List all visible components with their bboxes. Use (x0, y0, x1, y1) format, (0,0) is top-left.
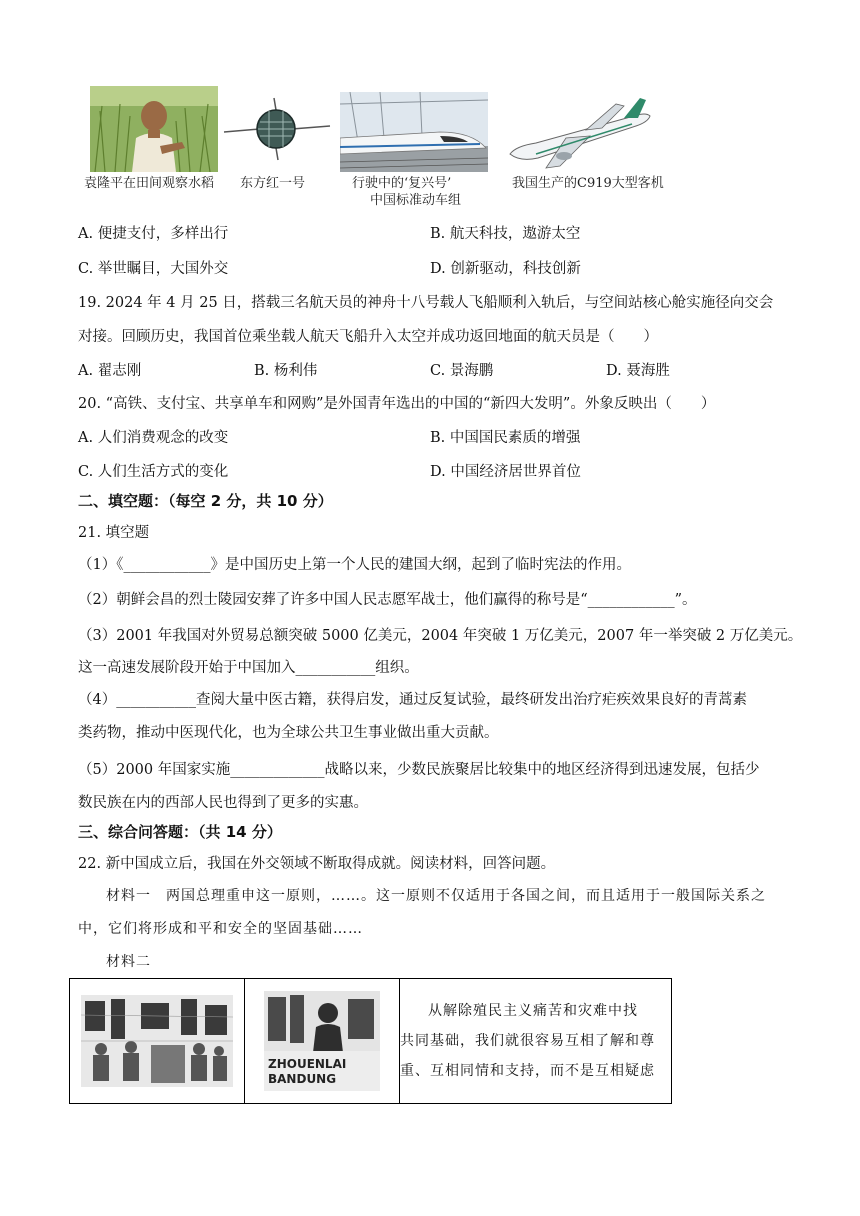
train-caption-2: 中国标准动车组 (370, 193, 462, 208)
q21-blank-3-line1: （3）2001 年我国对外贸易总额突破 5000 亿美元，2004 年突破 1 万亿美元，2007 年一举突破 2 万亿美元。 (78, 628, 803, 644)
q18-option-d[interactable]: D. 创新驱动，科技创新 (430, 261, 581, 277)
c919-plane-image (506, 96, 654, 170)
q19-option-a[interactable]: A. 翟志刚 (78, 363, 142, 379)
q19-option-b[interactable]: B. 杨利伟 (254, 363, 318, 379)
q21-blank-5-line2: 数民族在内的西部人民也得到了更多的实惠。 (78, 795, 368, 811)
zhouenlai-text: ZHOUENLAI (268, 1057, 347, 1071)
bandung-text: BANDUNG (268, 1072, 337, 1086)
conference-photo-cell (70, 979, 245, 1104)
q21-blank-2: （2）朝鲜会昌的烈士陵园安葬了许多中国人民志愿军战士，他们赢得的称号是“____________”。 (78, 592, 697, 608)
q21-blank-4-line2: 类药物，推动中医现代化，也为全球公共卫生事业做出重大贡献。 (78, 725, 499, 741)
material2-quote-cell (400, 979, 672, 1104)
bandung-photo-cell (245, 979, 400, 1104)
q20-option-a[interactable]: A. 人们消费观念的改变 (78, 430, 229, 446)
fuxing-train-photo (340, 92, 488, 172)
q18-option-c[interactable]: C. 举世瞩目，大国外交 (78, 261, 229, 277)
section2-heading: 二、填空题：（每空 2 分，共 10 分） (78, 492, 333, 510)
material2-label: 材料二 (106, 954, 151, 970)
plane-caption: 我国生产的C919大型客机 (512, 176, 664, 191)
q18-option-b[interactable]: B. 航天科技，遨游太空 (430, 226, 581, 242)
q20-stem: 20. “高铁、支付宝、共享单车和网购”是外国青年选出的中国的“新四大发明”。外象反映出（ ） (78, 396, 716, 412)
q22-stem: 22. 新中国成立后，我国在外交领域不断取得成就。阅读材料，回答问题。 (78, 856, 556, 872)
yuan-caption: 袁隆平在田间观察水稻 (84, 176, 215, 191)
yuan-longping-photo (90, 86, 218, 172)
q20-option-d[interactable]: D. 中国经济居世界首位 (430, 464, 581, 480)
zhou-enlai-bandung-photo (264, 991, 380, 1091)
material2-table (69, 978, 672, 1104)
q21-blank-5-line1: （5）2000 年国家实施_____________战略以来，少数民族聚居比较集中的地区经济得到迅速发展，包括少 (78, 762, 760, 778)
q21-title: 21. 填空题 (78, 525, 150, 541)
satellite-caption: 东方红一号 (240, 176, 306, 191)
q20-option-b[interactable]: B. 中国国民素质的增强 (430, 430, 581, 446)
q21-blank-4-line1: （4）___________查阅大量中医古籍，获得启发，通过反复试验，最终研发出治疗疟疾效果良好的青蒿素 (78, 692, 747, 708)
train-caption-1: 行驶中的‘复兴号’ (352, 176, 452, 191)
q19-stem-line2: 对接。回顾历史，我国首位乘坐载人航天飞船升入太空并成功返回地面的航天员是（ ） (78, 329, 658, 345)
q19-option-c[interactable]: C. 景海鹏 (430, 363, 494, 379)
q19-option-d[interactable]: D. 聂海胜 (606, 363, 670, 379)
material1-line2: 中，它们将形成和平和安全的坚固基础…… (78, 921, 363, 937)
material1-line1: 材料一 两国总理重申这一原则，……。这一原则不仅适用于各国之间，而且适用于一般国际关系之 (106, 888, 766, 904)
quote-line-3: 重、互相同情和支持，而不是互相疑虑 (400, 1063, 655, 1079)
q20-option-c[interactable]: C. 人们生活方式的变化 (78, 464, 229, 480)
dongfanghong-satellite-image (220, 96, 332, 162)
q21-blank-1: （1）《____________》是中国历史上第一个人民的建国大纲，起到了临时宪法的作用。 (78, 557, 631, 573)
conference-photo (81, 995, 233, 1087)
section3-heading: 三、综合问答题：（共 14 分） (78, 823, 282, 841)
quote-line-1: 从解除殖民主义痛苦和灾难中找 (428, 1003, 638, 1019)
q18-option-a[interactable]: A. 便捷支付，多样出行 (78, 226, 229, 242)
q19-stem-line1: 19. 2024 年 4 月 25 日，搭载三名航天员的神舟十八号载人飞船顺利入轨后，与空间站核心舱实施径向交会 (78, 295, 774, 311)
quote-line-2: 共同基础，我们就很容易互相了解和尊 (400, 1033, 655, 1049)
q21-blank-3-line2: 这一高速发展阶段开始于中国加入___________组织。 (78, 660, 419, 676)
